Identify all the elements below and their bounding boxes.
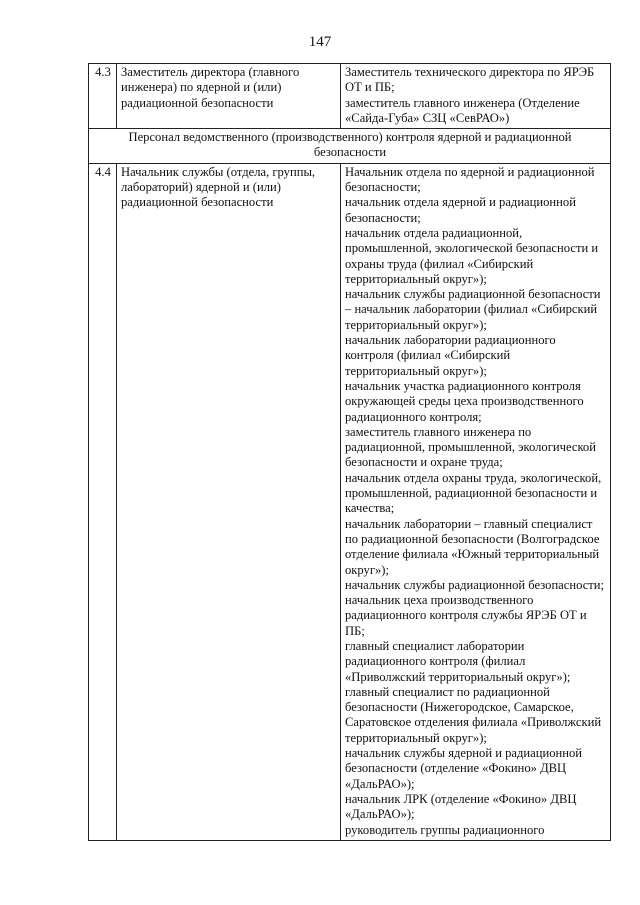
equivalent-item: главный специалист по радиационной безопасности (Нижегородское, Самарское, Саратовское отделения филиала «Приволжский территориальный округ»); [345, 684, 602, 745]
equivalent-item: начальник отдела радиационной, промышленной, экологической безопасности и охраны труда (филиал «Сибирский территориальный округ»); [345, 225, 599, 286]
equivalent-positions [341, 64, 611, 129]
equivalent-item: начальник лаборатории радиационного контроля (филиал «Сибирский территориальный округ»); [345, 333, 556, 378]
section-header: Персонал ведомственного (производственного) контроля ядерной и радиационной безопасности [89, 129, 611, 164]
equivalent-item: заместитель главного инженера по радиационной, промышленной, экологической безопасности и охране труда; [345, 424, 596, 470]
section-header-row [89, 129, 611, 164]
equivalent-item: начальник цеха производственного радиационного контроля службы ЯРЭБ ОТ и ПБ; [345, 593, 587, 638]
table-row [89, 64, 611, 129]
equivalent-positions [341, 163, 611, 840]
equivalent-item: главный специалист лаборатории радиационного контроля (филиал «Приволжский территориальный округ»); [345, 638, 571, 684]
position-title: Начальник службы (отдела, группы, лабораторий) ядерной и (или) радиационной безопасности [117, 163, 341, 840]
positions-table [88, 63, 611, 841]
equivalent-item: начальник службы радиационной безопасности – начальник лаборатории (филиал «Сибирский территориальный округ»); [345, 287, 601, 332]
equivalent-item: Начальник отдела по ядерной и радиационной безопасности; [345, 164, 595, 195]
page-number: 147 [308, 34, 332, 50]
equivalent-item: начальник лаборатории – главный специалист по радиационной безопасности (Волгоградское отделение филиала «Южный территориальный округ»); [345, 516, 600, 577]
position-title: Заместитель директора (главного инженера) по ядерной и (или) радиационной безопасности [117, 64, 341, 129]
equivalent-item: начальник ЛРК (отделение «Фокино» ДВЦ «ДальРАО»); [345, 791, 577, 822]
row-number: 4.4 [89, 163, 117, 840]
equivalent-item: начальник участка радиационного контроля окружающей среды цеха производственного радиационного контроля; [345, 378, 584, 424]
equivalent-item: начальник службы радиационной безопасности; [345, 577, 605, 592]
equivalent-item: руководитель группы радиационного [345, 822, 545, 837]
equivalent-item: начальник отдела охраны труда, экологической, промышленной, радиационной безопасности и качества; [345, 470, 602, 516]
table-row [89, 163, 611, 840]
equivalent-item: заместитель главного инженера (Отделение «Сайда-Губа» СЗЦ «СевРАО») [345, 95, 580, 125]
equivalent-item: начальник отдела ядерной и радиационной безопасности; [345, 195, 576, 225]
equivalent-item: начальник службы ядерной и радиационной безопасности (отделение «Фокино» ДВЦ «ДальРАО»); [345, 746, 583, 791]
equivalent-item: Заместитель технического директора по ЯРЭБ ОТ и ПБ; [345, 65, 595, 95]
row-number: 4.3 [89, 64, 117, 129]
